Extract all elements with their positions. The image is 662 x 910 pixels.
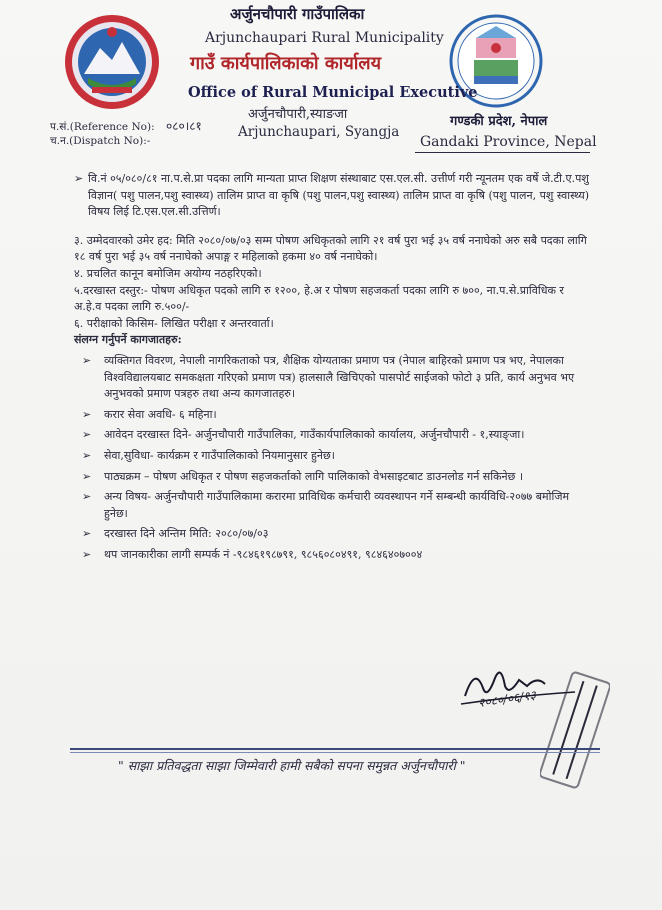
doc-item-1: ➢ व्यक्तिगत विवरण, नेपाली नागरिकताको पत्र, शैक्षिक योग्यताका प्रमाण पत्र (नेपाल बाहिरको प्रमाण पत्र भए, नेपालका विश्वविद्यालयबाट समकक्षता गरिएको प्रमाण पत्र) हालसालै खिचिएको पासपोर्ट साईजको फोटो ३ प्रति, कार्य अनुभव भए अनुभवको प्रमाण पत्रहरु तथा अन्य कागजातहरु।	[82, 353, 575, 401]
doc-item-2: ➢ करार सेवा अवधि- ६ महिना।	[82, 407, 217, 421]
age-limit-item: ३. उम्मेदवारको उमेर हद: मिति २०८०/०७/०३ सम्म पोषण अधिकृतको लागि २१ वर्ष पुरा भई ३५ वर्ष ननाघेको अरु सबै पदका लागि १८ वर्ष पुरा भई ३५ वर्ष ननाघेको अपाङ्ग र महिलाको हकमा ४० वर्ष ननाघेको।	[74, 233, 587, 264]
documents-heading: संलग्न गर्नुपर्ने कागजातहरु:	[74, 333, 182, 347]
office-name-en: Office of Rural Municipal Executive	[188, 84, 478, 101]
qualification-item: ➢ वि.नं ०५/०८०/८१ ना.प.से.प्रा पदका लागि मान्यता प्राप्त शिक्षण संस्थाबाट एस.एल.सी. उत्तीर्ण गरी न्यूनतम एक वर्षे जे.टी.ए.पशु विज्ञान( पशु पालन,पशु स्वास्थ्य) तालिम प्राप्त वा कृषि (पशु पालन,पशु स्वास्थ्य) तालिम प्राप्त वा कृषि (पशु पालन, पशु स्वास्थ्य) विषय लिई टि.एस.एल.सी.उत्तिर्ण।	[74, 172, 590, 219]
doc-item-8-text: थप जानकारीका लागी सम्पर्क नं -९८४६१९८७९१, ९८५६०८०४९१, ९८४६४०७००४	[104, 547, 423, 561]
doc-item-7-text: दरखास्त दिने अन्तिम मिति: २०८०/०७/०३	[104, 527, 269, 541]
fee-item: ५.दरखास्त दस्तुर:- पोषण अधिकृत पदको लागि रु १२००, हे.अ र पोषण सहजकर्ता पदका लागि रु ७००, ना.प.से.प्राविधिक र अ.हे.व पदका लागि रु.५००/-	[74, 283, 564, 314]
doc-item-5-text: पाठ्यक्रम – पोषण अधिकृत र पोषण सहजकर्ताको लागि पालिकाको वेभसाइटबाट डाउनलोड गर्न सकिनेछ ।	[104, 469, 524, 483]
reference-number	[50, 117, 202, 134]
address-en: Arjunchaupari, Syangja	[238, 124, 400, 140]
doc-item-3: ➢ आवेदन दरखास्त दिने- अर्जुनचौपारी गाउँपालिका, गाउँकार्यपालिकाको कार्यालय, अर्जुनचौपारी - १,स्याङ्जा।	[82, 428, 525, 442]
qualification-text: वि.नं ०५/०८०/८१ ना.प.से.प्रा पदका लागि मान्यता प्राप्त शिक्षण संस्थाबाट एस.एल.सी. उत्तीर्ण गरी न्यूनतम एक वर्षे जे.टी.ए.पशु विज्ञान( पशु पालन,पशु स्वास्थ्य) तालिम प्राप्त वा कृषि (पशु पालन,पशु स्वास्थ्य) तालिम प्राप्त वा कृषि (पशु पालन, पशु स्वास्थ्य) विषय लिई टि.एस.एल.सी.उत्तिर्ण।	[88, 172, 590, 219]
doc-item-8: ➢ थप जानकारीका लागी सम्पर्क नं -९८४६१९८७९१, ९८५६०८०४९१, ९८४६४०७००४	[82, 547, 423, 561]
law-item: ४. प्रचलित कानून बमोजिम अयोग्य नठहरिएको।	[74, 266, 262, 280]
signature-date: २०८०/०६/१३	[477, 688, 537, 710]
doc-item-6-text: अन्य विषय- अर्जुनचौपारी गाउँपालिकामा करारमा प्राविधिक कर्मचारी व्यवस्थापन गर्ने सम्बन्धी कार्यविधि-२०७७ बमोजिम हुनेछ।	[104, 490, 570, 520]
province-np: गण्डकी प्रदेश, नेपाल	[450, 114, 548, 129]
footer-divider	[70, 748, 600, 750]
municipality-name-en: Arjunchaupari Rural Municipality	[205, 30, 444, 46]
reference-value: ०८०।८१	[165, 119, 202, 133]
doc-item-2-text: करार सेवा अवधि- ६ महिना।	[104, 407, 217, 421]
office-name-np: गाउँ कार्यपालिकाको कार्यालय	[190, 53, 382, 74]
province-en: Gandaki Province, Nepal	[420, 134, 597, 150]
notice-body	[74, 171, 594, 563]
municipality-name-np: अर्जुनचौपारी गाउँपालिका	[230, 5, 365, 23]
reference-label: प.सं.(Reference No):	[50, 121, 155, 133]
doc-item-6: ➢ अन्य विषय- अर्जुनचौपारी गाउँपालिकामा करारमा प्राविधिक कर्मचारी व्यवस्थापन गर्ने सम्बन्धी कार्यविधि-२०७७ बमोजिम हुनेछ।	[82, 490, 570, 520]
doc-item-4: ➢ सेवा,सुविधा- कार्यक्रम र गाउँपालिकाको नियमानुसार हुनेछ।	[82, 448, 335, 462]
official-stamp-icon	[540, 655, 610, 805]
doc-item-3-text: आवेदन दरखास्त दिने- अर्जुनचौपारी गाउँपालिका, गाउँकार्यपालिकाको कार्यालय, अर्जुनचौपारी - १,स्याङ्जा।	[104, 428, 525, 442]
dispatch-number: च.न.(Dispatch No):-	[50, 135, 151, 147]
header-divider	[415, 152, 590, 153]
exam-item: ६. परीक्षाको किसिम- लिखित परीक्षा र अन्तरवार्ता।	[74, 316, 274, 330]
footer-motto: " साझा प्रतिवद्धता साझा जिम्मेवारी हामी सबैको सपना समुन्नत अर्जुनचौपारी "	[118, 758, 466, 773]
doc-item-7: ➢ दरखास्त दिने अन्तिम मिति: २०८०/०७/०३	[82, 527, 269, 541]
nepal-emblem-icon	[62, 12, 162, 112]
doc-item-5: ➢ पाठ्यक्रम – पोषण अधिकृत र पोषण सहजकर्ताको लागि पालिकाको वेभसाइटबाट डाउनलोड गर्न सकिनेछ ।	[82, 469, 524, 483]
doc-item-4-text: सेवा,सुविधा- कार्यक्रम र गाउँपालिकाको नियमानुसार हुनेछ।	[104, 448, 335, 462]
footer-divider-thin	[70, 752, 600, 753]
address-np: अर्जुनचौपारी,स्याङजा	[248, 107, 348, 122]
doc-item-1-text: व्यक्तिगत विवरण, नेपाली नागरिकताको पत्र, शैक्षिक योग्यताका प्रमाण पत्र (नेपाल बाहिरको प्रमाण पत्र भए, नेपालका विश्वविद्यालयबाट समकक्षता गरिएको प्रमाण पत्र) हालसालै खिचिएको पासपोर्ट साईजको फोटो ३ प्रति, कार्य अनुभव भए अनुभवको प्रमाण पत्रहरु तथा अन्य कागजातहरु।	[104, 353, 575, 401]
